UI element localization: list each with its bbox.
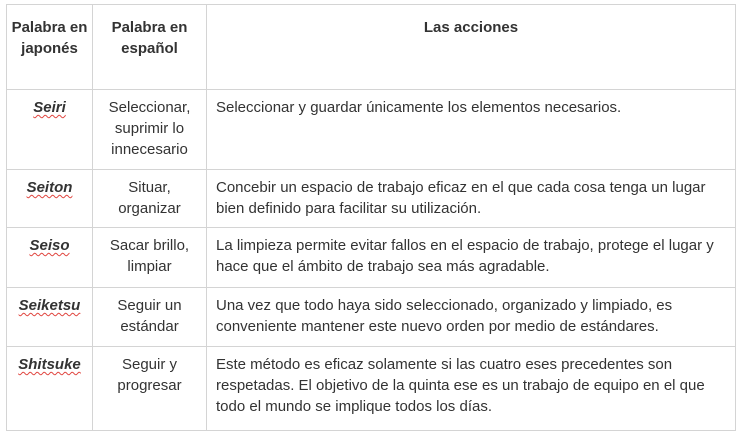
term-seiri: Seiri <box>33 99 66 116</box>
term-cell <box>7 228 93 288</box>
header-japanese-word: Palabra en japonés <box>7 5 93 90</box>
table-row <box>7 90 736 170</box>
spanish-cell: Seguir un estándar <box>93 288 207 347</box>
term-seiketsu: Seiketsu <box>18 297 81 314</box>
spanish-cell: Sacar brillo, limpiar <box>93 228 207 288</box>
table-header-row <box>7 5 736 90</box>
term-seiso: Seiso <box>29 237 70 254</box>
spanish-cell: Seleccionar, suprimir lo innecesario <box>93 90 207 170</box>
spanish-cell: Situar, organizar <box>93 170 207 228</box>
table-row <box>7 347 736 431</box>
action-cell: Una vez que todo haya sido seleccionado, organizado y limpiado, es conveniente mantener este nuevo orden por medio de estándares. <box>207 288 736 347</box>
table-row <box>7 288 736 347</box>
term-cell <box>7 170 93 228</box>
action-cell: Concebir un espacio de trabajo eficaz en el que cada cosa tenga un lugar bien definido para facilitar su utilización. <box>207 170 736 228</box>
term-cell <box>7 288 93 347</box>
action-cell: Seleccionar y guardar únicamente los elementos necesarios. <box>207 90 736 170</box>
term-cell <box>7 90 93 170</box>
header-actions: Las acciones <box>207 5 736 90</box>
table-row <box>7 228 736 288</box>
action-cell: Este método es eficaz solamente si las cuatro eses precedentes son respetadas. El objetivo de la quinta ese es un trabajo de equipo en el que todo el mundo se implique todos los días. <box>207 347 736 431</box>
header-spanish-word: Palabra en español <box>93 5 207 90</box>
spanish-cell: Seguir y progresar <box>93 347 207 431</box>
table-row <box>7 170 736 228</box>
term-cell <box>7 347 93 431</box>
term-seiton: Seiton <box>26 179 73 196</box>
action-cell: La limpieza permite evitar fallos en el espacio de trabajo, protege el lugar y hace que el ámbito de trabajo sea más agradable. <box>207 228 736 288</box>
five-s-table <box>6 4 736 431</box>
term-shitsuke: Shitsuke <box>18 356 81 373</box>
